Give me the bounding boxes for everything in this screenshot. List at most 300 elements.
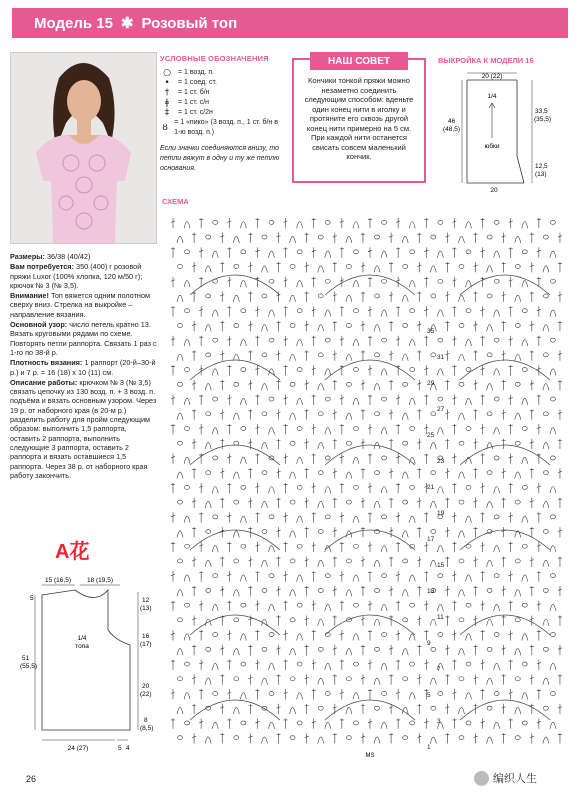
chart-stitch (509, 512, 513, 522)
chart-stitch (481, 601, 485, 611)
chart-stitch (424, 395, 428, 405)
chart-stitch (389, 468, 393, 478)
chart-stitch (550, 369, 556, 376)
chart-stitch (353, 339, 359, 346)
chart-stitch (481, 571, 485, 581)
chart-stitch (297, 457, 303, 464)
chart-stitch (530, 557, 534, 567)
advice-title: НАШ СОВЕТ (310, 52, 408, 70)
chart-stitch (277, 380, 281, 390)
chart-stitch (537, 660, 541, 670)
chart-stitch (537, 336, 541, 346)
chart-stitch (494, 487, 500, 494)
chart-stitch (241, 603, 246, 607)
chart-stitch (213, 338, 218, 342)
chart-stitch (417, 380, 421, 390)
chart-stitch (522, 339, 528, 346)
chart-stitch (445, 292, 449, 302)
chart-stitch (346, 707, 352, 714)
chart-stitch (437, 251, 443, 258)
chart-stitch (353, 281, 359, 288)
chart-stitch (212, 722, 218, 729)
chart-stitch (410, 485, 415, 489)
chart-stitch (255, 454, 259, 464)
chart-stitch (205, 442, 211, 449)
chart-stitch (178, 677, 183, 681)
chart-stitch (494, 310, 500, 317)
skirt-top: 20 (22) (481, 73, 503, 80)
chart-stitch (417, 468, 421, 478)
chart-stitch (297, 368, 302, 372)
chart-stitch (340, 395, 344, 405)
attention-label: Внимание! (10, 291, 49, 301)
chart-stitch (375, 294, 380, 298)
chart-stitch (234, 736, 239, 740)
chart-stitch (417, 674, 421, 684)
chart-stitch (522, 693, 528, 700)
chart-stitch (487, 647, 492, 651)
skirt-left-height-2: (48,5) (443, 126, 460, 133)
chart-stitch (199, 571, 203, 581)
top-label: 1/4 (77, 635, 87, 642)
legend-text: = 1 ст. с/н (178, 99, 210, 106)
chart-stitch (375, 588, 380, 592)
chart-stitch (346, 236, 352, 243)
chart-stitch (325, 310, 331, 317)
chart-stitch (515, 677, 520, 681)
chart-stitch (269, 220, 274, 224)
chart-stitch (277, 557, 281, 567)
chart-stitch (346, 736, 351, 740)
chart-stitch (459, 323, 464, 327)
chart-stitch (277, 439, 281, 449)
chart-stitch (340, 719, 344, 729)
chart-stitch (410, 662, 415, 666)
chart-stitch (424, 247, 428, 257)
chart-stitch (487, 737, 493, 744)
chart-stitch (240, 575, 246, 582)
scheme-label: СХЕМА (162, 197, 189, 206)
density-label: Плотность вязания: (10, 358, 83, 368)
chart-stitch (502, 409, 506, 419)
chart-stitch (402, 472, 408, 479)
chart-stitch (290, 441, 295, 445)
chart-stitch (171, 512, 175, 522)
chart-stitch (530, 704, 534, 714)
chart-stitch (171, 483, 175, 493)
chart-stitch (171, 719, 175, 729)
chart-stitch (487, 471, 492, 475)
chart-stitch (550, 251, 556, 258)
chart-stitch (452, 483, 456, 493)
chart-stitch (522, 250, 527, 254)
slip-stitch-icon: • (164, 78, 170, 88)
chart-stitch (305, 557, 309, 567)
chart-stitch (318, 353, 323, 357)
chart-stitch (382, 220, 387, 224)
legend-title: УСЛОВНЫЕ ОБОЗНАЧЕНИЯ (160, 54, 269, 63)
chart-stitch (353, 575, 359, 582)
chart-stitch (192, 350, 196, 360)
chart-stitch (509, 306, 513, 316)
left-height-2: (55,5) (20, 663, 37, 670)
chart-stitch (515, 354, 521, 361)
chart-stitch (277, 586, 281, 596)
chart-stitch (389, 615, 393, 625)
chart-stitch (212, 310, 218, 317)
chart-stitch (325, 397, 330, 401)
chart-stitch (192, 439, 196, 449)
chart-stitch (261, 325, 267, 332)
right-4b: (8,5) (140, 725, 154, 732)
chart-stitch (494, 251, 500, 258)
chart-stitch (522, 426, 527, 430)
chart-stitch (318, 530, 323, 534)
chart-stitch (192, 674, 196, 684)
chart-stitch (340, 424, 344, 434)
chart-stitch (515, 500, 520, 504)
chart-stitch (494, 515, 499, 519)
chart-stitch (213, 397, 218, 401)
chart-stitch (277, 645, 281, 655)
chart-stitch (353, 603, 358, 607)
chart-stitch (220, 468, 224, 478)
chart-stitch (361, 498, 365, 508)
chart-stitch (452, 512, 456, 522)
chart-stitch (220, 321, 224, 331)
chart-stitch (389, 645, 393, 655)
chart-stitch (361, 439, 365, 449)
chart-stitch (537, 689, 541, 699)
chart-stitch (361, 233, 365, 243)
chart-stitch (213, 691, 218, 695)
chart-stitch (445, 557, 449, 567)
chart-stitch (374, 678, 380, 685)
chart-stitch (297, 575, 303, 582)
chart-stitch (346, 382, 351, 386)
chart-stitch (318, 266, 324, 273)
chart-stitch (474, 557, 478, 567)
chart-stitch (325, 722, 331, 729)
chart-stitch (171, 630, 175, 640)
chart-stitch (458, 472, 464, 479)
chart-stitch (382, 456, 387, 460)
chart-stitch (227, 512, 231, 522)
chart-stitch (417, 262, 421, 272)
chart-stitch (248, 262, 252, 272)
chart-stitch (192, 645, 196, 655)
chart-stitch (474, 262, 478, 272)
legend-item (160, 68, 280, 78)
chart-stitch (297, 222, 303, 229)
model-title: Розовый топ (141, 14, 238, 32)
chart-stitch (509, 571, 513, 581)
chart-stitch (368, 512, 372, 522)
chart-stitch (537, 719, 541, 729)
chart-stitch (550, 546, 556, 553)
chart-stitch (424, 336, 428, 346)
skirt-left-height: 46 (448, 118, 456, 125)
chart-stitch (381, 310, 387, 317)
chart-stitch (431, 294, 436, 298)
chart-stitch (445, 468, 449, 478)
chart-stitch (481, 512, 485, 522)
chart-stitch (474, 292, 478, 302)
chart-stitch (206, 235, 211, 239)
right-1b: (13) (140, 605, 152, 612)
right-3: 20 (142, 683, 150, 690)
chart-stitch (543, 266, 549, 273)
chart-stitch (481, 336, 485, 346)
chart-stitch (185, 368, 190, 372)
chart-stitch (199, 247, 203, 257)
chart-stitch (361, 380, 365, 390)
chart-stitch (325, 691, 330, 695)
chart-stitch (558, 527, 562, 537)
chart-stitch (248, 498, 252, 508)
chart-stitch (184, 575, 190, 582)
chart-stitch (509, 336, 513, 346)
chart-stitch (381, 251, 387, 258)
chart-stitch (248, 557, 252, 567)
chart-stitch (353, 485, 358, 489)
skirt-pattern-title: ВЫКРОЙКА К МОДЕЛИ 16 (438, 56, 534, 65)
chart-stitch (261, 501, 267, 508)
chart-stitch (389, 439, 393, 449)
chart-stitch (509, 277, 513, 287)
chart-stitch (459, 677, 464, 681)
chart-stitch (227, 571, 231, 581)
chart-stitch (409, 281, 415, 288)
chart-stitch (543, 588, 548, 592)
chart-stitch (240, 693, 246, 700)
chart-stitch (396, 483, 400, 493)
chart-stitch (305, 468, 309, 478)
chart-stitch (269, 574, 274, 578)
legend-item (160, 98, 280, 108)
chart-stitch (437, 428, 443, 435)
chart-stitch (459, 382, 464, 386)
chart-stitch (530, 350, 534, 360)
chart-stitch (558, 645, 562, 655)
chart-stitch (277, 527, 281, 537)
chart-stitch (452, 630, 456, 640)
chart-stitch (537, 247, 541, 257)
chart-stitch (368, 424, 372, 434)
chart-stitch (375, 412, 380, 416)
chart-stitch (558, 498, 562, 508)
sizes-label: Размеры: (10, 252, 45, 261)
chart-stitch (171, 336, 175, 346)
chart-stitch (318, 471, 323, 475)
chart-stitch (396, 336, 400, 346)
chart-fan (190, 360, 280, 380)
chart-stitch (543, 706, 548, 710)
chart-stitch (509, 218, 513, 228)
chart-stitch (389, 321, 393, 331)
chart-stitch (474, 321, 478, 331)
chart-stitch (458, 649, 464, 656)
chart-stitch (374, 737, 380, 744)
chart-stitch (213, 633, 218, 637)
chart-stitch (396, 512, 400, 522)
chart-stitch (458, 354, 464, 361)
chart-stitch (318, 706, 323, 710)
chart-stitch (410, 309, 415, 313)
chart-stitch (381, 546, 387, 553)
star-icon: ✱ (120, 15, 134, 32)
chart-stitch (550, 456, 555, 460)
chart-stitch (522, 516, 528, 523)
chart-stitch (255, 630, 259, 640)
chart-stitch (494, 369, 500, 376)
chart-stitch (522, 457, 528, 464)
chart-stitch (305, 704, 309, 714)
chart-stitch (333, 557, 337, 567)
chart-stitch (530, 439, 534, 449)
chart-stitch (248, 292, 252, 302)
chart-stitch (474, 439, 478, 449)
chart-stitch (474, 674, 478, 684)
chart-stitch (277, 321, 281, 331)
chart-stitch (487, 294, 492, 298)
chart-stitch (255, 601, 259, 611)
chart-stitch (537, 571, 541, 581)
chart-stitch (410, 368, 415, 372)
chart-stitch (284, 395, 288, 405)
chart-stitch (410, 721, 415, 725)
chart-stitch (431, 471, 436, 475)
chart-stitch (402, 354, 408, 361)
chart-stitch (474, 350, 478, 360)
chart-row-number: 29 (427, 380, 435, 387)
bottom-2: 5 (118, 745, 122, 752)
chart-stitch (375, 235, 380, 239)
chart-stitch (550, 338, 555, 342)
chart-stitch (205, 560, 211, 567)
chart-stitch (277, 498, 281, 508)
chart-stitch (417, 645, 421, 655)
chart-stitch (212, 251, 218, 258)
chart-stitch (502, 586, 506, 596)
chart-stitch (509, 601, 513, 611)
chart-stitch (312, 424, 316, 434)
chart-stitch (178, 500, 183, 504)
chart-stitch (318, 325, 324, 332)
chart-stitch (543, 412, 548, 416)
chart-stitch (481, 424, 485, 434)
chart-stitch (171, 660, 175, 670)
chart-stitch (220, 586, 224, 596)
chart-stitch (346, 323, 351, 327)
chart-stitch (445, 380, 449, 390)
chart-stitch (537, 512, 541, 522)
chart-stitch (318, 412, 323, 416)
chart-stitch (502, 615, 506, 625)
chart-stitch (353, 721, 358, 725)
chart-stitch (185, 485, 190, 489)
chart-row-number: 9 (427, 640, 431, 647)
chart-stitch (452, 395, 456, 405)
legend-item (160, 78, 280, 88)
chart-stitch (199, 336, 203, 346)
chart-stitch (346, 559, 351, 563)
chart-stitch (409, 693, 415, 700)
chart-stitch (177, 707, 183, 714)
chart-stitch (318, 560, 324, 567)
chart-stitch (558, 350, 562, 360)
chart-stitch (403, 618, 408, 622)
chart-stitch (509, 395, 513, 405)
chart-stitch (537, 483, 541, 493)
chart-stitch (368, 395, 372, 405)
chart-stitch (262, 412, 267, 416)
chart-stitch (361, 733, 365, 743)
chart-stitch (409, 575, 415, 582)
chart-stitch (530, 262, 534, 272)
chart-stitch (284, 306, 288, 316)
chart-stitch (368, 277, 372, 287)
chart-stitch (543, 235, 548, 239)
chart-stitch (543, 471, 548, 475)
chart-stitch (333, 262, 337, 272)
chart-stitch (333, 380, 337, 390)
chart-stitch (269, 722, 275, 729)
chart-stitch (346, 413, 352, 420)
chart-stitch (509, 365, 513, 375)
chart-stitch (240, 398, 246, 405)
chart-stitch (233, 413, 239, 420)
right-1: 12 (142, 597, 150, 604)
chart-stitch (227, 306, 231, 316)
chart-stitch (312, 277, 316, 287)
chart-stitch (445, 321, 449, 331)
chart-stitch (374, 619, 380, 626)
chart-stitch (353, 250, 358, 254)
chart-stitch (543, 647, 548, 651)
chart-stitch (255, 218, 259, 228)
chart-stitch (466, 250, 471, 254)
chart-stitch (290, 323, 295, 327)
sizes-value: 36/38 (40/42) (46, 252, 91, 261)
skirt-right-low-2: (13) (535, 171, 547, 178)
chart-stitch (185, 426, 190, 430)
chart-stitch (255, 277, 259, 287)
chart-stitch (346, 677, 351, 681)
chart-stitch (481, 247, 485, 257)
chart-stitch (290, 295, 296, 302)
chart-fan (325, 700, 415, 720)
chart-stitch (368, 483, 372, 493)
chart-stitch (452, 719, 456, 729)
chart-stitch (530, 292, 534, 302)
chart-stitch (550, 397, 555, 401)
chart-stitch (550, 722, 556, 729)
chart-stitch (375, 471, 380, 475)
chart-stitch (502, 645, 506, 655)
density-value: 1 раппорт (20-й–30-й р.) и 7 р. = 16 (18) х 10 (11) см. (10, 358, 156, 377)
chart-stitch (537, 306, 541, 316)
chart-row-number: 15 (437, 562, 445, 569)
right-4: 8 (144, 717, 148, 724)
chart-stitch (487, 619, 493, 626)
chart-stitch (297, 309, 302, 313)
chart-stitch (509, 630, 513, 640)
chart-stitch (346, 441, 351, 445)
chart-stitch (437, 546, 443, 553)
chart-stitch (199, 542, 203, 552)
chart-stitch (403, 265, 408, 269)
